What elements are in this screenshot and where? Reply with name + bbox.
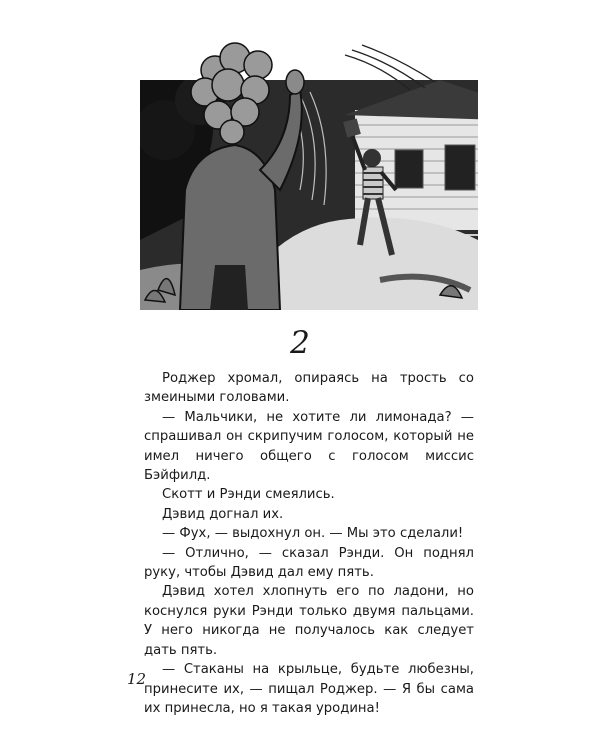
page-number: 12: [127, 670, 147, 688]
paragraph: — Отлично, — сказал Рэнди. Он поднял руку, чтобы Дэвид дал ему пять.: [144, 545, 474, 581]
paragraph: Скотт и Рэнди смеялись.: [162, 487, 335, 503]
paragraph: Роджер хромал, опираясь на трость со змеиными головами.: [144, 371, 474, 406]
paragraph: Дэвид хотел хлопнуть его по ладони, но коснулся руки Рэнди только двумя пальцами. У него никогда не получалось как следует дать пять.: [144, 584, 474, 658]
paragraph: Дэвид догнал их.: [162, 506, 284, 522]
chapter-text: [144, 369, 474, 718]
paragraph: — Фух, — выдохнул он. — Мы это сделали!: [162, 526, 464, 542]
paragraph: — Стаканы на крыльце, будьте любезны, принесите их, — пищал Роджер. — Я бы сама их принесла, но я такая уродина!: [144, 662, 474, 716]
paragraph: — Мальчики, не хотите ли лимонада? — спрашивал он скрипучим голосом, который не имел ничего общего с голосом миссис Бэйфилд.: [144, 409, 474, 484]
chapter-illustration: [140, 40, 478, 310]
chapter-number: 2: [290, 325, 310, 361]
